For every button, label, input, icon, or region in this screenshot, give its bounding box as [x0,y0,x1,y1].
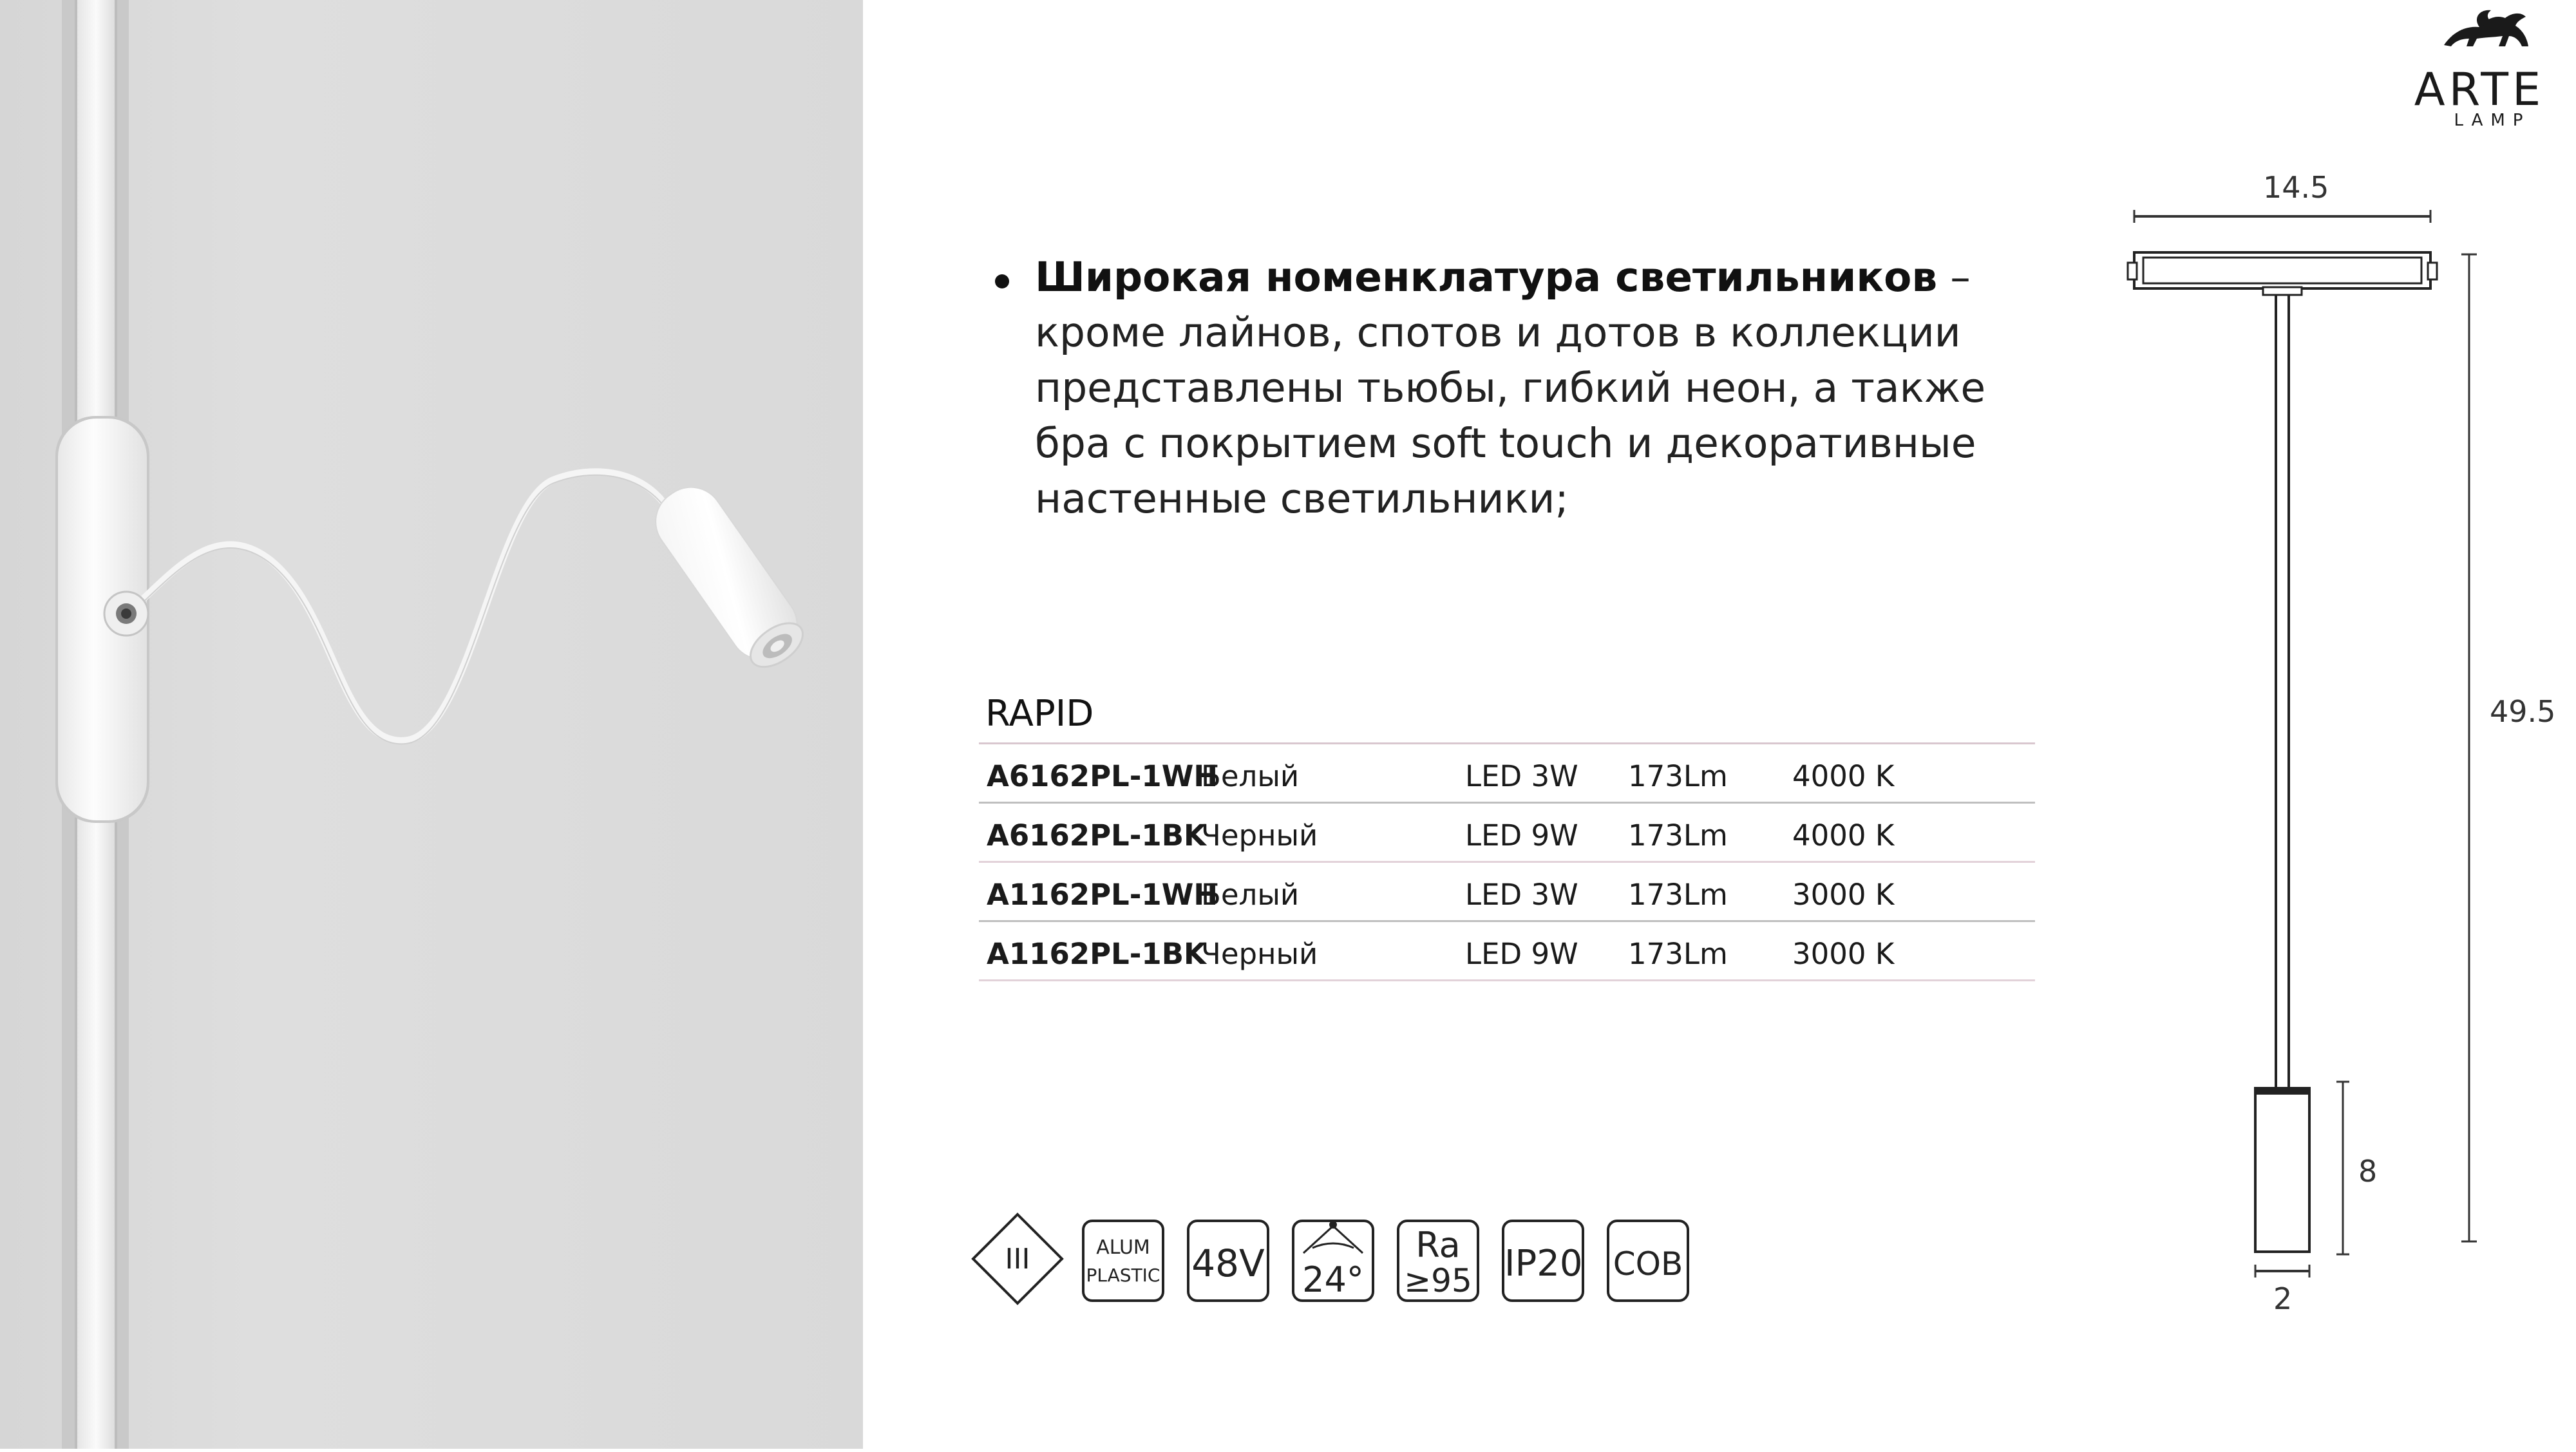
voltage-label: 48V [1191,1241,1265,1285]
protection-class-label: III [1005,1243,1030,1276]
ip-rating-label: IP20 [1504,1243,1583,1285]
logo-sub-text: LAMP [2454,111,2531,130]
table-row [979,744,2035,804]
cell-article: A1162PL-1BK [987,937,1206,971]
table-title: RAPID [985,693,1094,735]
description-text [1035,250,2038,527]
cell-color: Черный [1201,818,1318,853]
cell-power: LED 3W [1465,878,1578,912]
dim-width: 14.5 [2263,170,2329,205]
cell-color: Белый [1201,878,1300,912]
cell-power: LED 9W [1465,818,1578,853]
ip-rating-icon [1502,1220,1584,1302]
cell-article: A6162PL-1WH [987,759,1218,793]
beam-angle-icon [1292,1220,1374,1302]
cri-line-2: ≥95 [1404,1262,1472,1299]
cell-lumen: 173Lm [1628,818,1728,853]
beam-cone-icon [1294,1220,1372,1265]
technical-drawing [2125,155,2576,1326]
cell-power: LED 9W [1465,937,1578,971]
table-body [979,744,2035,981]
description-bold: Широкая номенклатура светильников [1035,254,1938,301]
beam-angle-label: 24° [1302,1259,1364,1300]
cell-temperature: 3000 K [1792,937,1895,971]
logo-brand-text: ARTE [2414,63,2545,116]
cell-color: Белый [1201,759,1300,793]
cob-label: COB [1613,1245,1683,1283]
cell-lumen: 173Lm [1628,759,1728,793]
product-photo [0,0,863,1449]
table-row [979,804,2035,863]
cob-icon [1607,1220,1689,1302]
material-icon [1082,1220,1164,1302]
spec-table [979,686,2035,981]
dim-body-height: 8 [2358,1154,2378,1189]
cell-color: Черный [1201,937,1318,971]
cell-temperature: 4000 K [1792,818,1895,853]
description-bullet [995,250,2038,527]
bullet-dot-icon [995,274,1009,288]
dim-height: 49.5 [2490,694,2556,729]
cell-lumen: 173Lm [1628,937,1728,971]
table-row [979,922,2035,981]
cell-power: LED 3W [1465,759,1578,793]
voltage-icon [1187,1220,1269,1302]
cell-article: A6162PL-1BK [987,818,1206,853]
cell-temperature: 4000 K [1792,759,1895,793]
material-line-2: PLASTIC [1086,1265,1160,1286]
dim-diameter: 2 [2273,1281,2293,1316]
brand-logo [2383,0,2576,135]
spec-icons-row [969,1211,1703,1307]
cell-temperature: 3000 K [1792,878,1895,912]
griffin-logo-icon [2383,0,2576,64]
cell-article: A1162PL-1WH [987,878,1218,912]
description-rest: – кроме лайнов, спотов и дотов в коллекции представлены тьюбы, гибкий неон, а также бра с покрытием soft touch и декоративные настенные светильники; [1035,254,1986,522]
material-line-1: ALUM [1096,1236,1150,1259]
protection-class-icon [969,1211,1066,1307]
cri-line-1: Ra [1416,1225,1461,1265]
table-row [979,863,2035,922]
cell-lumen: 173Lm [1628,878,1728,912]
cri-icon [1397,1220,1479,1302]
